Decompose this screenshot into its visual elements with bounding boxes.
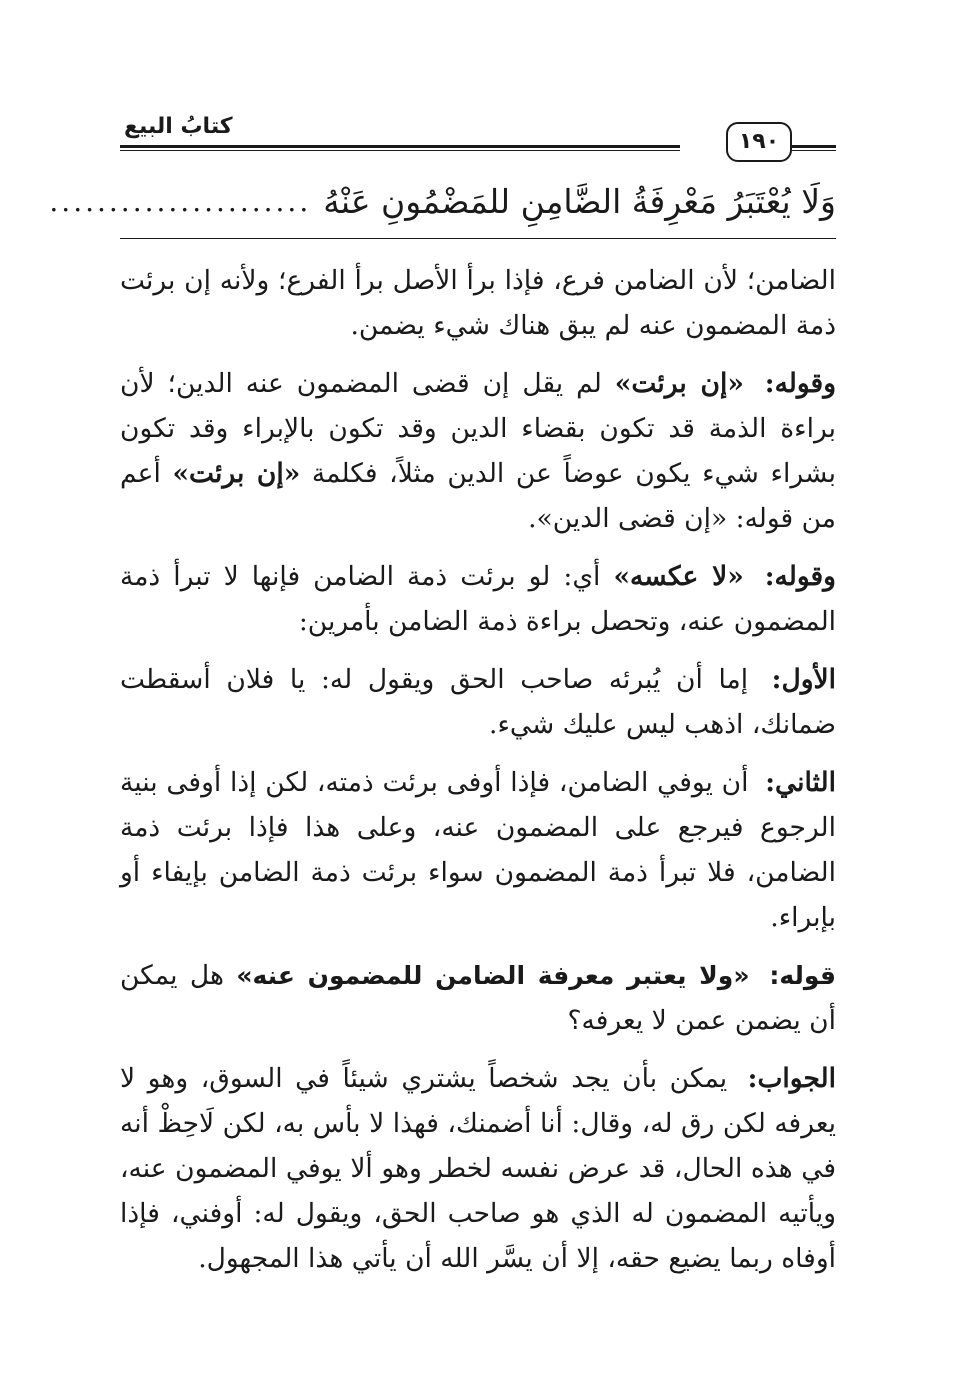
paragraph-text: هل يمكن أن يضمن عمن لا يعرفه؟ [120,960,836,1036]
matn-text: وَلَا يُعْتَبَرُ مَعْرِفَةُ الضَّامِنِ للمَضْمُونِ عَنْهُ [323,182,836,221]
matn-dots: ...................... [49,185,312,218]
header-rule-right [792,145,836,151]
header-rule-left [120,145,680,151]
paragraph-text: الضامن؛ لأن الضامن فرع، فإذا برأ الأصل برأ الفرع؛ ولأنه إن برئت ذمة المضمون عنه لم يبق هناك شيء يضمن. [120,265,836,341]
page-number: ١٩٠ [726,122,792,162]
paragraph-1 [120,258,836,348]
paragraph-lead: وقوله: [764,368,836,399]
quoted-phrase: «ولا يعتبر معرفة الضامن للمضمون عنه» [236,961,750,990]
paragraph-lead: الثاني: [765,767,836,798]
running-header [120,112,836,164]
paragraph-text: أعم من قوله: «إن قضى الدين». [120,458,836,534]
paragraph-6 [120,953,836,1043]
paragraph-lead: الجواب: [747,1063,836,1094]
paragraph-lead: قوله: [769,961,836,990]
quoted-phrase: «إن برئت» [614,368,744,399]
paragraph-3 [120,554,836,644]
paragraph-text: يمكن بأن يجد شخصاً يشتري شيئاً في السوق، وهو لا يعرفه لكن رق له، وقال: أنا أضمنك، فهذا لا بأس به، لكن لَاحِظْ أنه في هذه الحال، قد عرض نفسه لخطر وهو ألا يوفي المضمون عنه، ويأتيه المضمون له الذي هو صاحب الحق، ويقول له: أوفني، فإذا أوفاه ربما يضيع حقه، إلا أن يسَّر الله أن يأتي هذا المجهول. [120,1063,836,1274]
commentary-body [120,258,836,1281]
paragraph-5 [120,760,836,940]
quoted-phrase: «لا عكسه» [613,561,744,592]
paragraph-lead: الأول: [771,664,836,695]
paragraph-text: لم يقل إن قضى المضمون عنه الدين؛ لأن براءة الذمة قد تكون بقضاء الدين وقد تكون بالإبراء وقد تكون بشراء شيء يكون عوضاً عن الدين مثلاً، فكلمة [120,368,836,489]
matn-line [49,172,836,232]
matn-divider [120,238,836,239]
paragraph-text: إما أن يُبرئه صاحب الحق ويقول له: يا فلان أسقطت ضمانك، اذهب ليس عليك شيء. [120,664,836,740]
book-title: كتابُ البيع [120,114,237,139]
quoted-phrase: «إن برئت» [172,458,301,489]
paragraph-7 [120,1056,836,1281]
paragraph-text: أي: لو برئت ذمة الضامن فإنها لا تبرأ ذمة المضمون عنه، وتحصل براءة ذمة الضامن بأمرين: [120,561,836,637]
paragraph-text: أن يوفي الضامن، فإذا أوفى برئت ذمته، لكن إذا أوفى بنية الرجوع فيرجع على المضمون عنه، وعلى هذا فإذا برئت ذمة الضامن، فلا تبرأ ذمة المضمون سواء برئت ذمة الضامن بإيفاء أو بإبراء. [120,767,836,933]
paragraph-lead: وقوله: [764,561,836,592]
paragraph-4 [120,657,836,747]
paragraph-2 [120,361,836,541]
